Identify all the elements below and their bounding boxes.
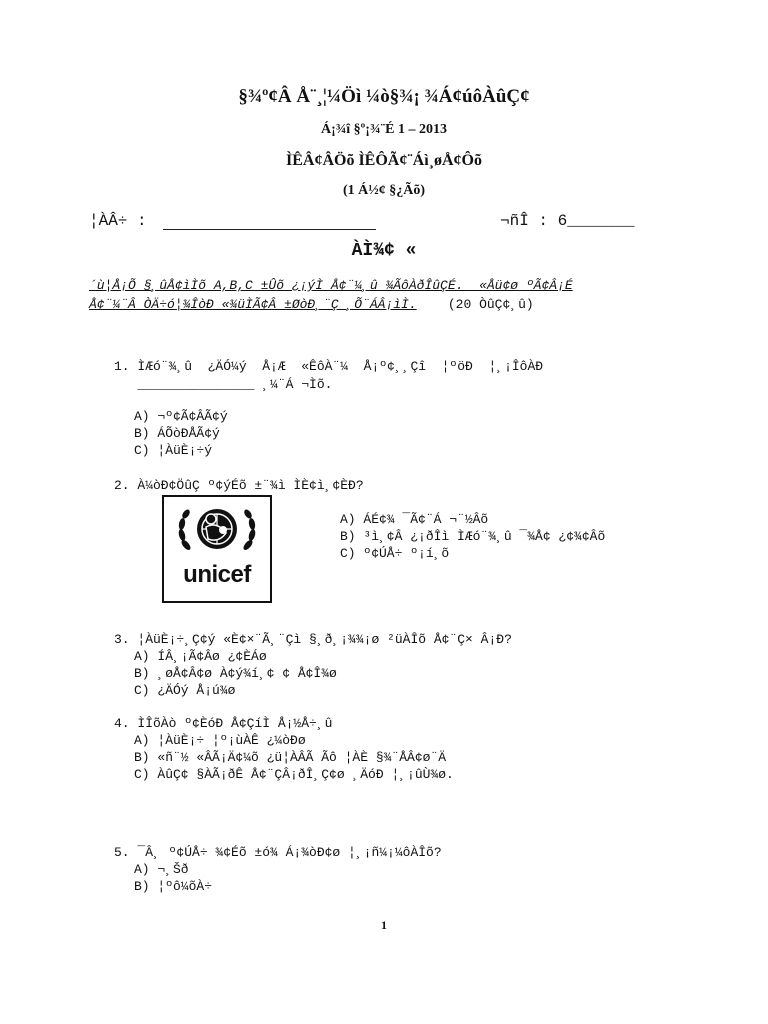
unicef-emblem-icon (164, 497, 270, 567)
instructions-line-2 (89, 297, 534, 312)
name-label: ¦ÀÂ÷ : (89, 212, 147, 230)
question-2-text: 2. À¼òÐ¢ÖûÇ º¢ýÉõ ±¨¾ì ÌÈ¢ì¸¢ÈÐ? (114, 478, 364, 493)
question-2-option-b: B) ³ì¸¢Â ¿¡ðÎì ÌÆó¨¾¸û ¯¾Å¢ ¿¢¾¢Âõ (340, 529, 606, 544)
question-5-option-a: A) ¬¸Šð (134, 862, 189, 877)
section-title: ÀÌ¾¢ « (351, 241, 417, 261)
exam-title: Á¡¾î §º¡¾¨É 1 – 2013 (321, 122, 447, 137)
school-name: §¾º¢Â Å¨¸¦¼Öì ¼ò§¾¡ ¾Á¢úôÀûÇ¢ (238, 86, 530, 107)
question-1-text-2: _______________ ¸¼¨Á ¬Ìõ. (114, 377, 333, 392)
instructions-line-1 (89, 278, 573, 293)
question-1-text: 1. ÌÆó¨¾¸û ¿ÄÓ¼ý Å¡Æ «ÊôÀ¨¼ Å¡º¢¸¸Çî ¦ºöÐ ¦¸¡ÎôÀÐ (114, 359, 544, 374)
page-number: 1 (381, 918, 387, 932)
unicef-logo (162, 495, 272, 603)
marks-label: (20 ÒûÇ¢¸û) (447, 297, 534, 312)
question-4-text: 4. ÌÎõÀò º¢ÈóÐ Å¢ÇíÌ Å¡½Å÷¸û (114, 716, 333, 731)
question-3-option-b: B) ¸øÅ¢Â¢ø À¢ý¾í¸¢ ¢ Å¢Î¾ø (134, 666, 337, 681)
class-label: ¬ñÎ : 6_______ (500, 212, 635, 230)
question-1-option-a: A) ¬º¢Ã¢ÂÃ¢ý (134, 409, 228, 424)
question-4-option-b: B) «ñ¨½ «ÂÃ¡Ä¢¼õ ¿ü¦ÀÂÃ Ãô ¦ÀÈ §¾¨ÅÂ¢ø¨Ä (134, 750, 447, 765)
subject-title: ÌÊÂ¢ÂÖõ ÌÊÔÃ¢¨Áì¸øÅ¢Ôõ (285, 152, 482, 169)
instructions-text-2: Å¢¨¼¨Â ÒÄ÷ó¦¾ÎòÐ «¾üÌÃ¢Â ±ØòÐ¸¨Ç ¸Õ¨ÁÂ¡ìÌ. (89, 297, 417, 312)
question-4-option-a: A) ¦ÀüÈ¡÷ ¦º¡ùÀÊ ¿¼òÐø (134, 733, 306, 748)
question-5-option-b: B) ¦ºô¼õÀ÷ (134, 879, 213, 894)
question-1-option-c: C) ¦ÀüÈ¡÷ý (134, 443, 213, 458)
unicef-logo-text: unicef (183, 561, 251, 588)
question-2-option-c: C) º¢ÚÅ÷ º¡í¸õ (340, 546, 450, 561)
name-field-line[interactable] (163, 229, 376, 230)
question-4-option-c: C) ÀûÇ¢ §ÀÃ¡ðÊ Å¢¨ÇÂ¡ðÎ¸Ç¢ø ¸ÄóÐ ¦¸¡ûÙ¾ø. (134, 767, 454, 782)
question-5-text: 5. ¯Â¸ º¢ÚÅ÷ ¾¢Éõ ±ó¾ Á¡¾òÐ¢ø ¦¸¡ñ¼¡¼ôÀÎõ? (114, 845, 442, 860)
question-3-option-c: C) ¿ÄÓý Å¡ú¾ø (134, 683, 236, 698)
question-1-option-b: B) ÁÕòÐÅÃ¢ý (134, 426, 220, 441)
question-2-option-a: A) ÁÉ¢¾ ¯Ã¢¨Á ¬¨½Âõ (340, 512, 489, 527)
duration: (1 Á½¢ §¿Ãõ) (342, 183, 426, 198)
question-3-text: 3. ¦ÀüÈ¡÷¸Ç¢ý «È¢×¨Ã¸¨Çì §¸ð¸¡¾¾¡ø ²üÀÎõ Å¢¨Ç× Â¡Ð? (114, 632, 512, 647)
question-3-option-a: A) ÍÂ¸¡Ã¢Âø ¿¢ÈÁø (134, 649, 267, 664)
instructions-text-1: ´ù¦Å¡Õ §¸ûÅ¢ìÌõ A,B,C ±Ûõ ¿¡ýÌ Å¢¨¼¸û ¾ÃôÀðÎûÇÉ. «Åü¢ø ºÃ¢Â¡É (89, 278, 573, 293)
